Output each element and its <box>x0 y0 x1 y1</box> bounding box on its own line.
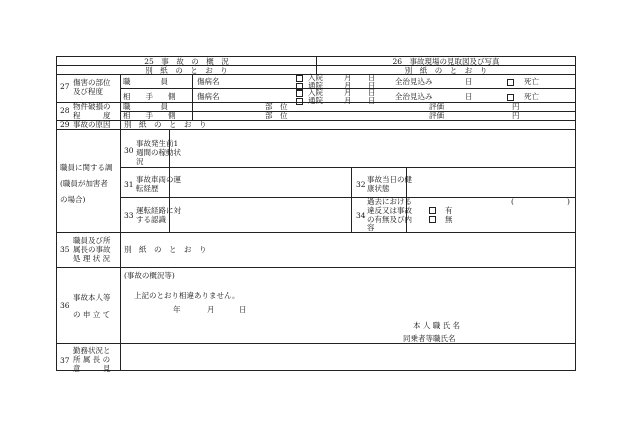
checkbox-icon[interactable] <box>507 94 514 101</box>
s31-text-line2: 転経歴 <box>136 184 159 193</box>
s27-staff-zenchi: 全治見込み <box>395 77 433 86</box>
s36-number: 36 <box>60 301 70 310</box>
s27-staff-shibo: 死亡 <box>524 77 539 86</box>
s34-text-line1: 過去における <box>367 197 412 206</box>
checkbox-icon[interactable] <box>296 75 303 82</box>
s27-other-tsuin: 通院 <box>308 96 323 105</box>
s28-staff-yen: 円 <box>512 102 520 111</box>
s27-staff-shibo-check[interactable] <box>507 78 517 87</box>
s36-bottom-line <box>57 343 575 344</box>
s34-nashi-check[interactable] <box>429 215 439 224</box>
s30-text-line2: 週間の稼動状 <box>136 148 181 157</box>
accident-report-form <box>56 56 576 371</box>
s29-number: 29 <box>60 120 70 129</box>
s27-other-shibo-check[interactable] <box>507 93 517 102</box>
s27-label-line2: 及び程度 <box>73 87 103 96</box>
s27-other-tsuin-check[interactable] <box>296 97 306 106</box>
s34-text-line2: 違反又は事故 <box>367 206 412 215</box>
s35-value: 別 紙 の と お り <box>124 245 207 254</box>
s34-nashi-label: 無 <box>445 215 453 224</box>
diagram-note: 別 紙 の と お り <box>317 66 575 75</box>
checkbox-icon[interactable] <box>296 98 303 105</box>
s30-bottom-line <box>120 167 576 168</box>
s36-date-day: 日 <box>239 305 247 314</box>
s31-text-line1: 事故車両の運 <box>136 175 181 184</box>
s28-other-yen: 円 <box>512 111 520 120</box>
staff-middle-divider <box>351 167 352 232</box>
s36-date-month: 月 <box>207 305 215 314</box>
s35-number: 35 <box>60 245 70 254</box>
s27-other-zenchi: 全治見込み <box>395 92 433 101</box>
s34-paren-open: ( <box>511 197 514 206</box>
s37-number: 37 <box>60 356 70 365</box>
s27-other-day-1: 日 <box>368 88 376 97</box>
s28-number: 28 <box>60 106 70 115</box>
s36-label-line2: の 申 立 て <box>73 310 111 319</box>
s34-paren-close: ) <box>567 197 570 206</box>
header-left-title: 25 事 故 の 概 況 <box>57 57 317 66</box>
s27-staff-month-2: 月 <box>344 81 352 90</box>
s27-other-day-2: 日 <box>368 96 376 105</box>
staff-label-line3: の場合) <box>60 195 86 204</box>
overview-note: 別 紙 の と お り <box>57 66 317 75</box>
s27-staff-label: 職 員 <box>123 77 168 86</box>
s28-who-divider <box>192 102 193 120</box>
s27-other-zenchi-day: 日 <box>465 92 473 101</box>
s27-staff-day-2: 日 <box>368 81 376 90</box>
s27-who-divider <box>192 75 193 102</box>
s27-staff-day-1: 日 <box>368 73 376 82</box>
s29-value: 別 紙 の と お り <box>124 120 207 129</box>
s32-text-line2: 康状態 <box>367 184 390 193</box>
s28-label-line2: 程 度 <box>73 111 111 120</box>
s28-staff-part: 部 位 <box>265 102 288 111</box>
s27-other-shibo: 死亡 <box>524 92 539 101</box>
s31-number: 31 <box>124 180 134 189</box>
s27-other-label: 相 手 側 <box>123 92 176 101</box>
header-right-title: 26 事故現場の見取図及び写真 <box>317 57 575 66</box>
s27-number: 27 <box>60 82 70 91</box>
s29-label: 事故の原因 <box>73 120 111 129</box>
staff-block-bottom-line <box>57 232 575 233</box>
s36-date-year: 年 <box>173 305 181 314</box>
s34-ari-label: 有 <box>445 206 453 215</box>
s27-staff-nyuin: 入院 <box>308 73 323 82</box>
staff-label-line2: (職員が加害者 <box>60 179 108 188</box>
s27-other-byomei: 傷病名 <box>197 92 220 101</box>
checkbox-icon[interactable] <box>507 79 514 86</box>
s28-staff-hyoka: 評価 <box>429 102 444 111</box>
s33-text-line2: する認識 <box>136 215 166 224</box>
s27-staff-zenchi-day: 日 <box>465 77 473 86</box>
s32-text-line1: 事故当日の健 <box>367 175 412 184</box>
s34-text-line3: の有無及び内 <box>367 215 412 224</box>
s36-label-line1: 事故本人等 <box>73 293 111 302</box>
s35-bottom-line <box>57 267 575 268</box>
s28-mid-line <box>120 111 576 112</box>
s30-text-line3: 況 <box>136 157 144 166</box>
s27-staff-month-1: 月 <box>344 73 352 82</box>
s33-text-line1: 運転経路に対 <box>136 206 181 215</box>
checkbox-icon[interactable] <box>429 207 436 214</box>
s36-sign-self: 本 人 職 氏 名 <box>413 321 461 330</box>
s27-staff-tsuin: 通院 <box>308 81 323 90</box>
s36-heading: (事故の概況等) <box>124 271 175 280</box>
s33-number: 33 <box>124 211 134 220</box>
s35-label-line1: 職員及び所 <box>73 236 111 245</box>
s27-staff-byomei: 傷病名 <box>197 77 220 86</box>
s37-label-line1: 勤務状況と <box>73 346 111 355</box>
staff-label-line1: 職員に関する調 <box>60 163 113 172</box>
s35-label-line2: 属長の事故 <box>73 245 111 254</box>
s27-other-month-1: 月 <box>344 88 352 97</box>
s31-bottom-line <box>120 197 576 198</box>
s27-other-month-2: 月 <box>344 96 352 105</box>
s28-other-label: 相 手 側 <box>123 111 176 120</box>
s28-other-hyoka: 評価 <box>429 111 444 120</box>
checkbox-icon[interactable] <box>429 216 436 223</box>
s28-other-part: 部 位 <box>265 111 288 120</box>
s34-text-line4: 容 <box>367 223 375 232</box>
s27-label-line1: 傷害の部位 <box>73 78 111 87</box>
s28-label-line1: 物件破損の <box>73 102 111 111</box>
s36-statement: 上記のとおり相違ありません。 <box>134 291 240 300</box>
s28-staff-label: 職 員 <box>123 102 168 111</box>
s34-number: 34 <box>356 211 366 220</box>
s30-text-line1: 事故発生前1 <box>136 139 179 148</box>
s37-label-line3: 意 見 <box>73 364 111 373</box>
s35-label-line3: 処 理 状 況 <box>73 254 111 263</box>
s36-sign-passenger: 同乗者等職氏名 <box>403 334 456 343</box>
s37-label-line2: 所 属 長 の <box>73 355 111 364</box>
s34-ari-check[interactable] <box>429 206 439 215</box>
s27-other-nyuin: 入院 <box>308 88 323 97</box>
s30-number: 30 <box>124 146 134 155</box>
checkbox-icon[interactable] <box>296 90 303 97</box>
s32-number: 32 <box>356 180 366 189</box>
